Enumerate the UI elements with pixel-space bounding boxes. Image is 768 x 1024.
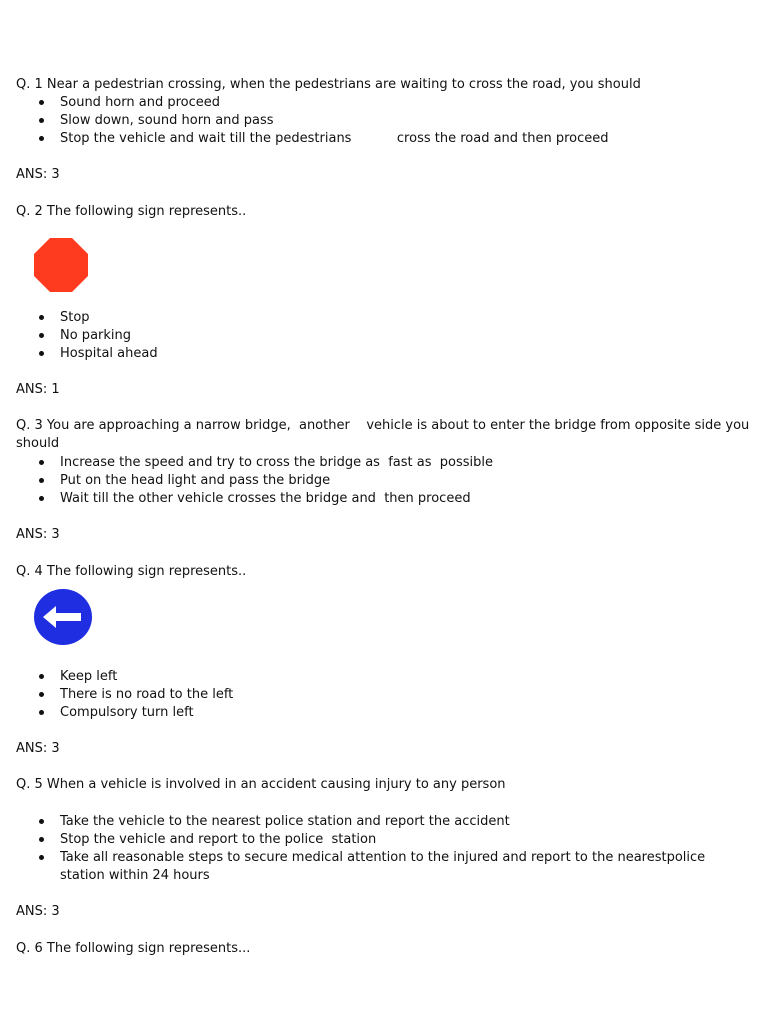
bullet-icon [39, 118, 44, 123]
bullet-icon [39, 136, 44, 141]
question-4-option-1: Keep left [60, 669, 118, 684]
question-3-prompt-line-1: Q. 3 You are approaching a narrow bridge, another vehicle is about to enter the bridge from opposite side you [16, 418, 750, 433]
question-6-prompt: Q. 6 The following sign represents... [16, 941, 251, 956]
bullet-icon [39, 333, 44, 338]
question-4-prompt: Q. 4 The following sign represents.. [16, 564, 247, 579]
question-3-option-2: Put on the head light and pass the bridge [60, 473, 331, 488]
question-1-option-1: Sound horn and proceed [60, 95, 220, 110]
question-5-prompt: Q. 5 When a vehicle is involved in an accident causing injury to any person [16, 777, 506, 792]
bullet-icon [39, 855, 44, 860]
question-1-prompt: Q. 1 Near a pedestrian crossing, when the pedestrians are waiting to cross the road, you should [16, 77, 641, 92]
bullet-icon [39, 674, 44, 679]
question-3-option-1: Increase the speed and try to cross the bridge as fast as possible [60, 455, 493, 470]
question-1-answer: ANS: 3 [16, 167, 60, 182]
question-5-option-3-line-1: Take all reasonable steps to secure medical attention to the injured and report to the nearestpolice [60, 850, 706, 865]
question-2-option-3: Hospital ahead [60, 346, 158, 361]
question-5-answer: ANS: 3 [16, 904, 60, 919]
question-2-option-1: Stop [60, 310, 90, 325]
question-5-option-1: Take the vehicle to the nearest police station and report the accident [60, 814, 510, 829]
bullet-icon [39, 692, 44, 697]
bullet-icon [39, 837, 44, 842]
question-3-answer: ANS: 3 [16, 527, 60, 542]
question-2-option-2: No parking [60, 328, 132, 343]
question-5-option-3-line-2: station within 24 hours [60, 868, 210, 883]
question-2-prompt: Q. 2 The following sign represents.. [16, 204, 247, 219]
stop-sign-icon [33, 237, 89, 293]
bullet-icon [39, 710, 44, 715]
question-4-option-3: Compulsory turn left [60, 705, 194, 720]
question-3-prompt-line-2: should [16, 436, 60, 451]
question-3-option-3: Wait till the other vehicle crosses the bridge and then proceed [60, 491, 471, 506]
bullet-icon [39, 496, 44, 501]
question-1-option-3: Stop the vehicle and wait till the pedestrians cross the road and then proceed [60, 131, 609, 146]
question-4-option-2: There is no road to the left [60, 687, 234, 702]
question-2-answer: ANS: 1 [16, 382, 60, 397]
question-5-option-2: Stop the vehicle and report to the police station [60, 832, 377, 847]
bullet-icon [39, 478, 44, 483]
turn-left-sign-icon [33, 588, 93, 646]
bullet-icon [39, 460, 44, 465]
bullet-icon [39, 351, 44, 356]
question-1-option-2: Slow down, sound horn and pass [60, 113, 274, 128]
bullet-icon [39, 100, 44, 105]
question-4-answer: ANS: 3 [16, 741, 60, 756]
bullet-icon [39, 315, 44, 320]
bullet-icon [39, 819, 44, 824]
